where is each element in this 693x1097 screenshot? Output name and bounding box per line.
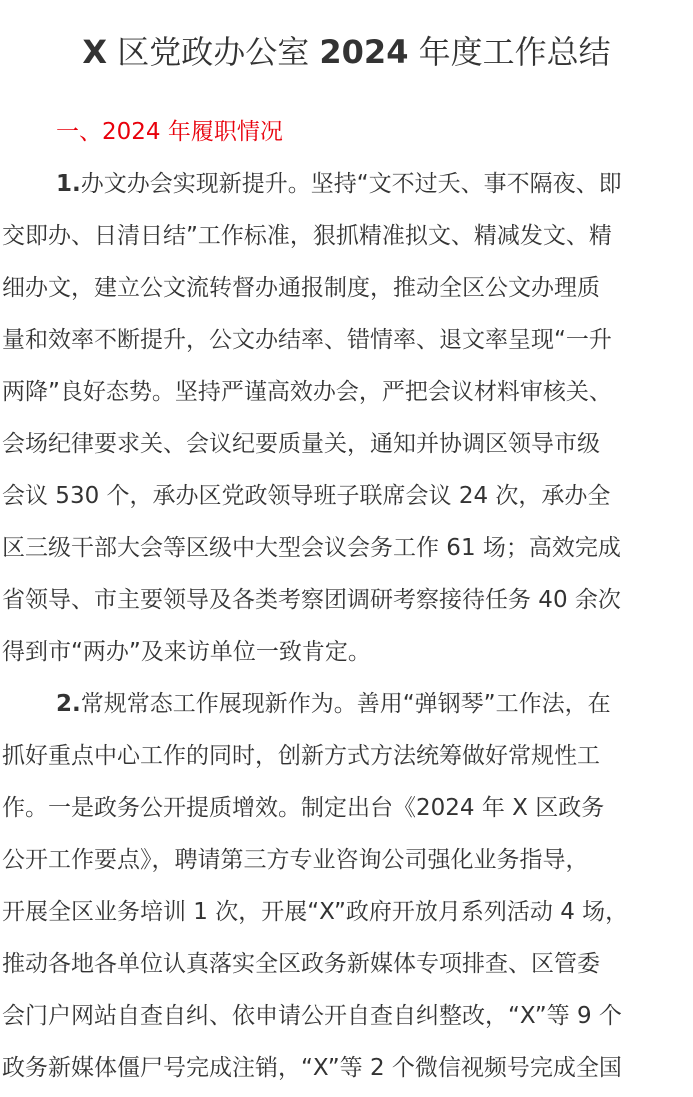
title-prefix: X: [82, 33, 108, 71]
paragraph-line: 推动各地各单位认真落实全区政务新媒体专项排查、区管委: [2, 951, 600, 977]
item-number: 2.: [56, 691, 81, 717]
paragraph-line: 量和效率不断提升，公文办结率、错情率、退文率呈现“一升: [2, 327, 612, 353]
line-text: 常规常态工作展现新作为。善用“弹钢琴”工作法，在: [80, 691, 611, 717]
paragraph-line: 会门户网站自查自纠、依申请公开自查自纠整改，“X”等 9 个: [2, 1003, 622, 1029]
paragraph-line: 公开工作要点》，聘请第三方专业咨询公司强化业务指导，: [2, 847, 589, 873]
line-text: 办文办会实现新提升。坚持“文不过夭、事不隔夜、即: [80, 171, 622, 197]
document-title: [0, 30, 693, 74]
paragraph-line: 抓好重点中心工作的同时，创新方式方法统筹做好常规性工: [2, 743, 600, 769]
paragraph-line: 区三级干部大会等区级中大型会议会务工作 61 场；高效完成: [2, 535, 621, 561]
section-heading: 一、2024 年履职情况: [56, 119, 283, 145]
title-suffix: 年度工作总结: [408, 33, 611, 71]
item-number: 1.: [56, 171, 81, 197]
paragraph-line: 交即办、日清日结”工作标准，狠抓精准拟文、精减发文、精: [2, 223, 612, 249]
paragraph-line: 两降”良好态势。坚持严谨高效办会，严把会议材料审核关、: [2, 379, 612, 405]
paragraph-line: 会议 530 个，承办区党政领导班子联席会议 24 次，承办全: [2, 483, 611, 509]
paragraph-line: [56, 166, 622, 202]
paragraph-line: 政务新媒体僵尸号完成注销，“X”等 2 个微信视频号完成全国: [2, 1055, 622, 1081]
paragraph-line: 会场纪律要求关、会议纪要质量关，通知并协调区领导市级: [2, 431, 600, 457]
paragraph-line: [56, 686, 611, 722]
paragraph-line: 省领导、市主要领导及各类考察团调研考察接待任务 40 余次: [2, 587, 621, 613]
title-year: 2024: [319, 33, 409, 71]
title-middle: 区党政办公室: [107, 33, 320, 71]
paragraph-line: 细办文，建立公文流转督办通报制度，推动全区公文办理质: [2, 275, 600, 301]
paragraph-line: 得到市“两办”及来访单位一致肯定。: [2, 639, 371, 665]
paragraph-line: 作。一是政务公开提质增效。制定出台《2024 年 X 区政务: [2, 795, 605, 821]
paragraph-line: 开展全区业务培训 1 次，开展“X”政府开放月系列活动 4 场，: [2, 899, 629, 925]
